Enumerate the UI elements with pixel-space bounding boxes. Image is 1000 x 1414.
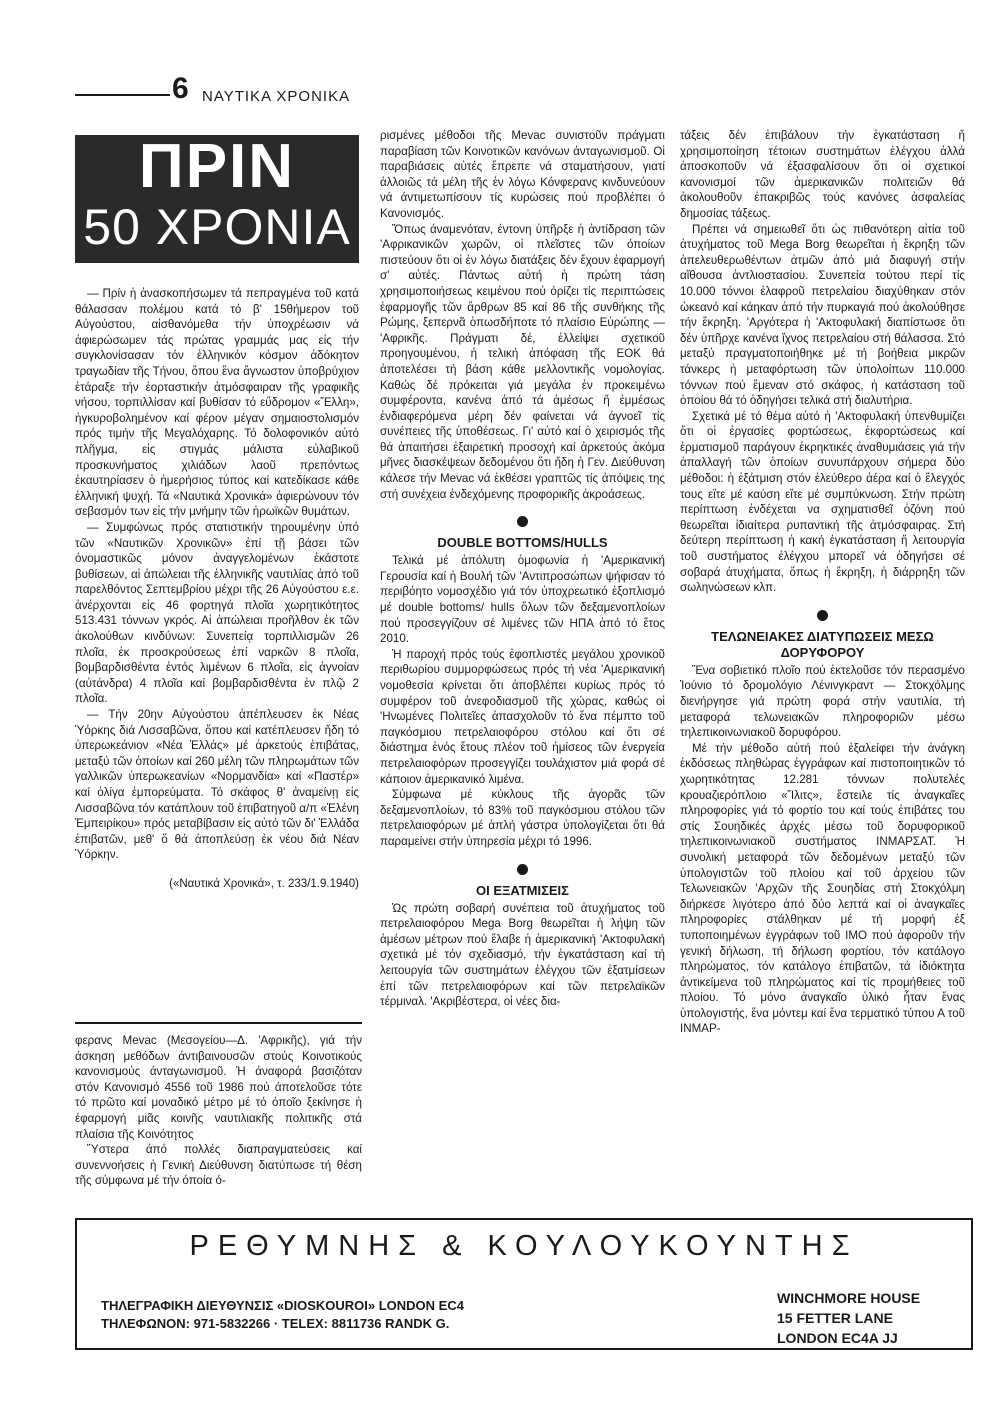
postal-address [777,1288,920,1348]
advertisement-box [75,1218,973,1350]
section-heading: DOUBLE BOTTOMS/HULLS [437,535,608,551]
feature-title-box [75,135,359,263]
feature-title-bottom: 50 ΧΡΟΝΙΑ [83,199,351,255]
column-3 [680,128,965,1037]
advertiser-name: ΡΕΘΥΜΝΗΣ & ΚΟΥΛΟΥΚΟΥΝΤΗΣ [189,1230,859,1262]
source-citation: («Ναυτικά Χρονικά», τ. 233/1.9.1940) [169,877,359,890]
page-number: 6 [172,72,189,105]
header-rule [75,94,170,96]
paragraph: Μέ τήν μέθοδο αὐτή πού ἐξαλείφει τήν ἀνάγκη ἐκδόσεως πληθώρας ἐγγράφων καί πιστοποιητικῶν τό χωρητικότητας 12.281 τόννων πολυτελές κρουαζιερόπλοιο «Ἴλιτς», ἔστειλε τίς ἀναγκαῖες πληροφορίες γιά τό φορτίο του καί τούς ἐπιβάτες του στίς Σουηδικές ἀρχές μέσω τοῦ δορυφορικοῦ τηλεπικοινωνιακοῦ συστήματος INMAPΣAT. Ἡ συνολική μεταφορά τῶν δεδομένων μεταξύ τῶν ὑπολογιστῶν τοῦ πλοίου καί τοῦ ἀρχείου τῶν Τελωνειακῶν 'Αρχῶν τῆς Σουηδίας στή Στοκχόλμη διήρκεσε λιγότερο ἀπό δύο λεπτά καί οἱ ἀναγκαῖες πληροφορίες στάλθηκαν μέ τή μορφή ἐξ τυποποιημένων ἐγγράφων τοῦ ΙΜΟ πού ἀφοροῦν τήν γενική δήλωση, τή δήλωση φορτίου, τόν κατάλογο πληρώματος, τόν κατάλογο ἐπιβατῶν, τά ἰδιόκτητα ἀντικείμενα τοῦ πληρώματος καί τίς προμήθειες τοῦ πλοίου. Τό μόνο ἀναγκαῖο ὑλικό ἦταν ἕνας ὑπολογιστής, ἕνα μόντεμ καί ἕνα τερματικό τύπου Α τοῦ INMAP- [680,741,965,1036]
paragraph: Ἡ παροχή πρός τούς ἐφοπλιστές μεγάλου χρονικοῦ περιθωρίου συμμορφώσεως πρός τή νέα 'Αμερικανική νομοθεσία κρίνεται ὅτι ἀποβλέπει κυρίως πρός τό συμφέρον τοῦ ἀνεφοδιασμοῦ τῆς χώρας, καθώς οἱ 'Ηνωμένες Πολιτεῖες ἀπασχολοῦν τό ἕνα πέμπτο τοῦ παγκόσμιου πετρελαιοφόρου στόλου καί ὅτι σέ διάστημα ἑνός ἔτους πλέον τοῦ ἡμίσεος τῶν ἐνεργεία πετρελαιοφόρων προσεγγίζει τουλάχιστον μιά φορά σέ κάποιον ἀμερικανικό λιμένα. [380,647,665,786]
section-heading: ΤΕΛΩΝΕΙΑΚΕΣ ΔΙΑΤΥΠΩΣΕΙΣ ΜΕΣΩ ΔΟΡΥΦΟΡΟΥ [711,628,934,660]
paragraph: Ὡς πρώτη σοβαρή συνέπεια τοῦ ἀτυχήματος τοῦ πετρελαιοφόρου Mega Borg θεωρεῖται ἡ λήψη τῶν ἀμέσων μέτρων πού ἔλαβε ἡ ἀμερικανική 'Ακτοφυλακή σχετικά μέ τόν σχεδιασμό, τήν ἐγκατάσταση καί τή λειτουργία τῶν συστημάτων ἐλέγχου τῶν ἐξατμίσεων ἐπί τῶν πετρελαιοφόρων καί τῶν πετρελαϊκῶν τέρμιναλ. 'Ακριβέστερα, οἱ νέες δια- [380,901,665,1009]
column-divider [75,1022,362,1024]
section-bullet-icon [817,610,828,621]
paragraph: — Συμφώνως πρός στατιστικήν τηρουμένην ὑπό τῶν «Ναυτικῶν Χρονικῶν» ἐπί τῇ βάσει τῶν ὀνομαστικῶς μόνον ἀναγγελομένων ἑκάστοτε βυθίσεων, αἱ ἀπώλειαι τῆς ἑλληνικῆς ναυτιλίας ἀπό τοῦ παρελθόντος Σεπτεμβρίου μέχρι τῆς 26 Αὐγούστου ε.ε. ἀνέρχονται εἰς 46 φορτηγά πλοῖα χωρητικότητος 513.431 τόννων γκρός. Αἱ ἀπώλειαι προῆλθον ἐκ τῶν ἀκολούθων κινδύνων: Συνεπείᾳ τορπιλλισμῶν 26 πλοῖα, ἐκ προσκρούσεως ἐπί ναρκῶν 8 πλοῖα, βομβαρδισθέντα ἐντός λιμένων 6 πλοῖα, εἰς ἀγνοίαν (αὐτάνδρα) 4 πλοῖα καί βομβαρδισθέντα ἐν πλῷ 2 πλοῖα. [75,520,359,706]
section-heading: ΟΙ ΕΞΑΤΜΙΣΕΙΣ [476,882,569,898]
feature-title-top: ΠΡΙΝ [138,135,296,201]
publication-name: ΝΑΥΤΙΚΑ ΧΡΟΝΙΚΑ [202,88,351,105]
paragraph: φερανς Mevac (Μεσογείου—Δ. 'Αφρικῆς), γιά τήν άσκηση μεθόδων άντιβαινουσῶν στούς Κοινοτικούς κανονισμούς άνταγωνισμοῦ. Ἡ άναφορά βασιζόταν στόν Κανονισμό 4556 τοῦ 1986 πού άποτελοῦσε τότε τό πρῶτο καί μοναδικό μέτρο μέ τό όποῖο ξεκίνησε ἡ έφαρμογή μιᾶς κοινῆς ναυτιλιακῆς πολιτικῆς στά πλαίσια τῆς Κοινότητος [75,1034,362,1141]
section-bullet-icon [517,516,528,527]
address-line: WINCHMORE HOUSE [777,1290,921,1306]
telegraphic-address: ΤΗΛΕΓΡΑΦΙΚΗ ΔΙΕΥΘΥΝΣΙΣ «DIOSKOUROI» LONDON EC4 [101,1298,464,1313]
phone-telex: ΤΗΛΕΦΩΝΟΝ: 971-5832266 · TELEX: 8811736 RANDK G. [101,1316,450,1331]
paragraph: Σύμφωνα μέ κύκλους τῆς ἀγορᾶς τῶν δεξαμενοπλοίων, τό 83% τοῦ παγκόσμιου στόλου τῶν πετρελαιοφόρων μέ ἁπλή γάστρα ὑπολογίζεται ὅτι θά παραμείνει στήν ὑπηρεσία μέχρι τό 1996. [380,788,665,848]
paragraph: Ἕνα σοβιετικό πλοῖο πού ἐκτελοῦσε τόν περασμένο Ἰούνιο τό δρομολόγιο Λένινγκραντ — Στοκχόλμης διενήργησε γιά πρώτη φορά στήν ναυτιλία, τή μεταφορά τελωνειακῶν πληροφοριῶν μέσω τηλεπικοινωνιακοῦ δορυφόρου. [680,663,965,740]
paragraph: τάξεις δέν ἐπιβάλουν τήν ἐγκατάσταση ἤ χρησιμοποίηση τέτοιων συστημάτων ἐλέγχου ἀλλά ἀποσκοποῦν νά ἐξασφαλίσουν ὅτι οἱ σχετικοί κανονισμοί τῶν ἀμερικανικῶν πολιτειῶν θά ἀκολουθοῦν ἐπακριβῶς τούς κανόνες ἀσφαλείας δημοσίας τάξεως. [680,129,965,220]
paragraph: Σχετικά μέ τό θέμα αὐτό ἡ 'Ακτοφυλακή ὑπενθυμίζει ὅτι οἱ ἐργασίες φορτώσεως, ἐκφορτώσεως καί ἐρματισμοῦ παράγουν ἐκρηκτικές ἀναθυμιάσεις γιά τήν ἀπαλλαγή τῶν ὁποίων συνυπάρχουν σήμερα δύο μέθοδοι: ἡ ἐξάτμιση στόν ἐλεύθερο ἀέρα καί ὁ ἔλεγχός τους εἴτε μέ καύση εἴτε μέ συμπύκνωση. Στήν πρώτη περίπτωση ἐνδέχεται να σχηματισθεῖ ὀζόνη πού θεωρεῖται ἰδιαίτερα ρυπαντική τῆς ἀτμόσφαιρας. Στή δεύτερη περίπτωση ἡ κακή ἐγκατάσταση ἤ λειτουργία τοῦ συστήματος ἐλέγχου μπορεῖ νά ὁδηγήσει σέ σοβαρά ἀτυχήματα, ὅπως ἡ ἔκρηξη, ἡ διάρρηξη τῶν σωληνώσεων κλπ. [680,409,965,595]
section-bullet-icon [517,864,528,875]
paragraph: Ὕστερα άπό πολλές διαπραγματεύσεις καί συνεννοήσεις ἡ Γενική Διεύθυνση διατύπωσε τή θέση τῆς σύμφωνα μέ τήν όποία ό- [75,1143,362,1188]
paragraph: — Τήν 20ην Αὐγούστου ἀπέπλευσεν ἐκ Νέας Ὑόρκης διά Λισσαβῶνα, ὅπου καί κατέπλευσεν ἤδη τό ὑπερωκεάνιον «Νέα Ἑλλάς» μέ ἀρκετούς ἐπιβάτας, μεταξύ τῶν ὁποίων καί 260 μέλη τῶν πληρωμάτων τῶν γαλλικῶν ὑπερωκεανίων «Νορμανδία» καί «Παστέρ» καί ὀλίγα ἐμπορεύματα. Τό σκάφος θ' ἀναμείνῃ εἰς Λισσαβῶνα τόν κατάπλουν τοῦ ἐπιβατηγοῦ α/π «Ἑλένη Ἐμπειρίκου» πρός μεταβίβασιν εἰς αὐτό τῶν δι' Ἑλλάδα ἐπιβατῶν, μεθ' ὅ θά ἀποπλεύσῃ ἐκ νέου διά Νέαν Ὑόρκην. [75,708,359,862]
paragraph: Πρέπει νά σημειωθεῖ ὅτι ὡς πιθανότερη αἰτία τοῦ ἀτυχήματος τοῦ Mega Borg θεωρεῖται ἡ ἔκρηξη τῶν ἀπελευθερωθέντων ἀτμῶν ἀπό μιά διαφυγή στήν αἴθουσα ἀντλιοστασίου. Συνεπεία τούτου περί τίς 10.000 τόννοι ἐλαφροῦ πετρελαίου διαχύθηκαν στόν ὠκεανό καί κάηκαν ἀπό τήν πυρκαγιά πού ἀκολούθησε τήν ἔκρηξη. 'Αργότερα ἡ 'Ακτοφυλακή διαπίστωσε ὅτι δέν ὑπῆρχε κανένα ἴχνος πετρελαίου στή θάλασσα. Στό μεταξύ πραγματοποιήθηκε μέ τή βοήθεια μικρῶν τάνκερς ἡ μεταφόρτωση τῶν ὑπολοίπων 110.000 τόννων πού ἔμεναν στό σκάφος, ἡ κατάσταση τοῦ ὁποίου θά τό ὁδηγήσει τελικά στή διαλυτήρια. [680,222,965,408]
column-1-continued [75,1033,362,1189]
paragraph: — Πρίν ἡ ἀνασκοπήσωμεν τά πεπραγμένα τοῦ κατά θάλασσαν πολέμου κατά τό β' 15θήμερον τοῦ Αὐγούστου, αἰσθανόμεθα τήν ὑποχρέωσιν νά ἀφιερώσωμεν τάς πρώτας γραμμάς μας εἰς τήν συγκλονίσασαν τόν ἑλληνικόν κόσμον ἀδόκητον τραγωδίαν τῆς Τήνου, ὅπου ἕνα ἄγνωστον ὑποβρύχιον ἐτάραξε τήν ἑορταστικήν ἀτμόσφαιραν τῆς γραφικῆς νήσου, τορπιλλίσαν καί βυθίσαν τό εὔδρομον «Ἕλλη», ἠγκυροβολημένον καί φέρον μέγαν σημαιοστολισμόν πρός τιμήν τῆς Μεγαλόχαρης. Τό δολοφονικόν αὐτό πλῆγμα, εἰς στιγμάς μάλιστα εὐλαβικοῦ προσκυνήματος χιλιάδων λαοῦ πρεπόντως ἐκαυτηρίασεν ὁ ἡμερήσιος τύπος καί κατεδίκασε κάθε ἑλληνική ψυχή. Τά «Ναυτικά Χρονικά» ἀφιερώνουν τόν σεβασμόν των εἰς τήν μνήμην τῶν ἡρωϊκῶν θυμάτων. [75,287,359,519]
column-2 [380,128,665,1010]
paragraph: ρισμένες μέθοδοι τῆς Mevac συνιστοῦν πράγματι παραβίαση τῶν Κοινοτικῶν κανόνων άνταγωνισμοῦ. Οἱ παραβιάσεις αὐτές ἔπρεπε νά σταματήσουν, γιατί ἀλλοιῶς τά μέλη τῆς ἐν λόγω Κόνφερανς κινδυνεύουν νά άντιμετωπίσουν τίς κυρώσεις πού προβλέπει ό Κανονισμός. [380,129,665,220]
paragraph: Τελικά μέ ἀπόλυτη ὁμοφωνία ἡ 'Αμερικανική Γερουσία καί ἡ Βουλή τῶν 'Αντιπροσώπων ψήφισαν τό περιβόητο νομοσχέδιο γιά τόν ὑποχρεωτικό ἐξοπλισμό μέ double bottoms/ hulls ὅλων τῶν δεξαμενοπλοίων πού προσεγγίζουν σέ λιμένες τῶν ΗΠΑ ἀπό τό ἔτος 2010. [380,554,665,646]
address-line: LONDON EC4A JJ [777,1330,898,1346]
paragraph: Ὅπως άναμενόταν, έντονη ὑπῆρξε ἡ ἀντίδραση τῶν 'Αφρικανικῶν χωρῶν, οἱ πλεῖστες τῶν όποίων πιστεύουν ὅτι οἱ ἐν λόγω διατάξεις δέν ἔχουν ἐφαρμογή σ' αὐτές. Πάντως αὐτή ἡ πρώτη τάση χρησιμοποιήσεως κειμένου πού όρίζει τίς περιπτώσεις ἐφαρμογῆς τῶν ἄρθρων 85 καί 86 τῆς συνθήκης τῆς Ρώμης, ξεπερνᾶ ὁπωσδήποτε τό πλαίσιο Εὐρώπης — 'Αφρικῆς. Πράγματι δέ, ἐλλείψει σχετικοῦ προηγουμένου, ἡ τελική ἀπόφαση τῆς ΕΟΚ θά ἀποτελέσει τή βάση κάθε μελλοντικῆς νομολογίας. Καθώς δέ πρόκειται γιά μεγάλα ἐν προκειμένω συμφέροντα, κανένα ἀπό τά ἀμέσως ἤ ἐμμέσως ἐνδιαφερόμενα μέρη δέν φαίνεται νά ἀγνοεῖ τίς συνέπειες τῆς ὑποθέσεως. Γι' αὐτό καί ὁ χειρισμός τῆς θά ἀπαιτήσει ἐξαιρετική προσοχή καί ἀρκετούς ἀκόμα μῆνες διασκέψεων δεδομένου ὅτι ἤδη ἡ Γεν. Διεύθυνση κάλεσε τήν Mevac νά ἐκθέσει γραπτῶς τίς ἀπόψεις της στή συνέχεια ἐνδεχόμενης προφορικῆς ἀκροάσεως. [380,222,665,501]
column-1-feature [75,286,359,903]
address-line: 15 FETTER LANE [777,1310,893,1326]
